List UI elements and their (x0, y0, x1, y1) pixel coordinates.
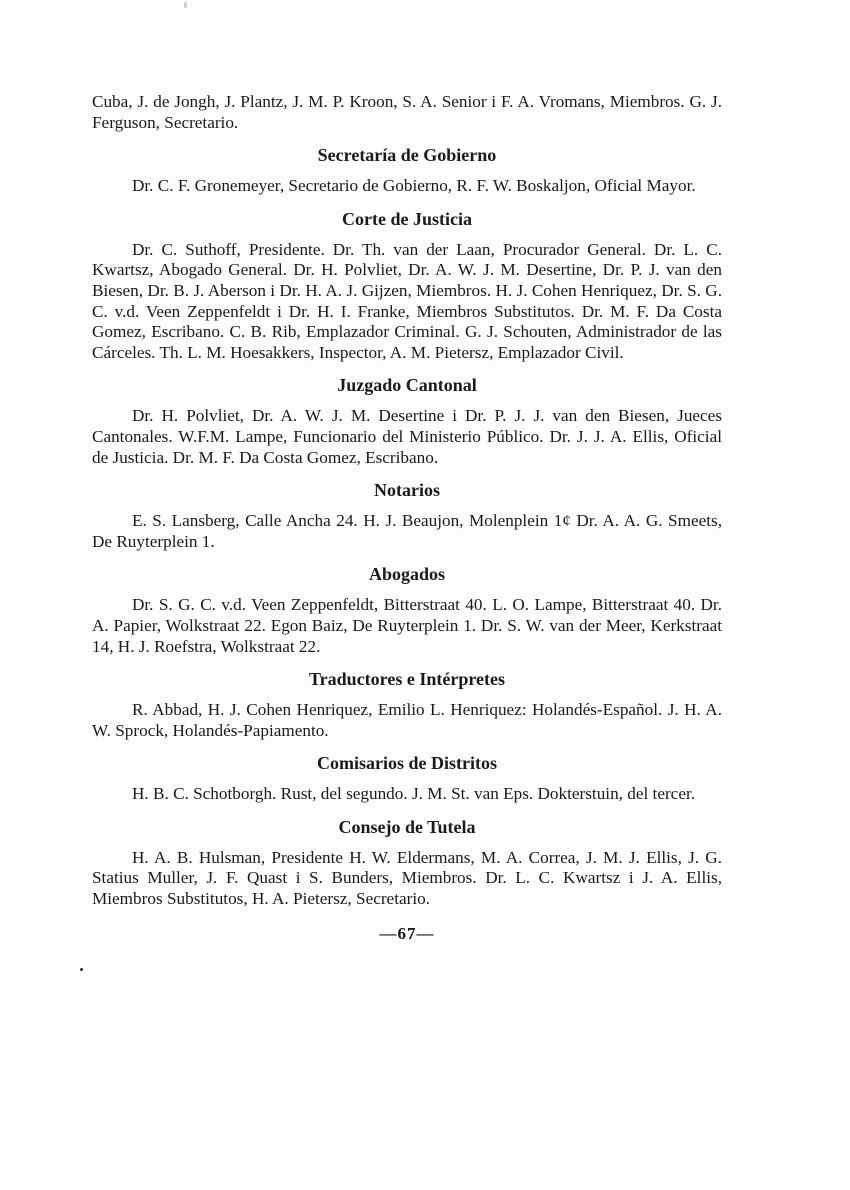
heading-consejo-de-tutela: Consejo de Tutela (338, 816, 476, 837)
scan-speck (184, 2, 187, 8)
heading-comisarios-de-distritos: Comisarios de Distritos (317, 753, 497, 774)
heading-abogados: Abogados (368, 564, 446, 585)
scan-dot (80, 968, 83, 971)
intro-paragraph: Cuba, J. de Jongh, J. Plantz, J. M. P. Kroon, S. A. Senior i F. A. Vromans, Miembros. G. J. Ferguson, Secretario. (92, 92, 722, 132)
page-number: —67— (379, 923, 435, 943)
paragraph-notarios: E. S. Lansberg, Calle Ancha 24. H. J. Beaujon, Molenplein 1¢ Dr. A. A. G. Smeets, De Ruyterplein 1. (92, 511, 722, 551)
heading-notarios: Notarios (374, 480, 440, 501)
heading-secretaria-de-gobierno: Secretaría de Gobierno (317, 145, 497, 166)
paragraph-juzgado-cantonal: Dr. H. Polvliet, Dr. A. W. J. M. Desertine i Dr. P. J. J. van den Biesen, Jueces Cantonales. W.F.M. Lampe, Funcionario del Ministerio Público. Dr. J. J. A. Ellis, Oficial de Justicia. Dr. M. F. Da Costa Gomez, Escribano. (92, 406, 722, 467)
paragraph-consejo-de-tutela: H. A. B. Hulsman, Presidente H. W. Eldermans, M. A. Correa, J. M. J. Ellis, J. G. Statius Muller, J. F. Quast i S. Bunders, Miembros. Dr. L. C. Kwartsz i J. A. Ellis, Miembros Substitutos, H. A. Pietersz, Secretario. (92, 847, 722, 909)
paragraph-traductores-e-interpretes: R. Abbad, H. J. Cohen Henriquez, Emilio L. Henriquez: Holandés-Español. J. H. A. W. Sprock, Holandés-Papiamento. (92, 700, 722, 740)
heading-juzgado-cantonal: Juzgado Cantonal (337, 375, 477, 396)
heading-corte-de-justicia: Corte de Justicia (342, 208, 472, 229)
page-text (92, 92, 722, 944)
paragraph-corte-de-justicia: Dr. C. Suthoff, Presidente. Dr. Th. van der Laan, Procurador General. Dr. L. C. Kwartsz, Abogado General. Dr. H. Polvliet, Dr. A. W. J. M. Desertine, Dr. P. J. van den Biesen, Dr. B. J. Aberson i Dr. H. A. J. Gijzen, Miembros. H. J. Cohen Henriquez, Dr. S. G. C. v.d. Veen Zeppenfeldt i Dr. H. I. Franke, Miembros Substitutos. Dr. M. F. Da Costa Gomez, Escribano. C. B. Rib, Emplazador Criminal. G. J. Schouten, Administrador de las Cárceles. Th. L. M. Hoesakkers, Inspector, A. M. Pietersz, Emplazador Civil. (92, 239, 722, 362)
paragraph-comisarios-de-distritos: H. B. C. Schotborgh. Rust, del segundo. J. M. St. van Eps. Dokterstuin, del tercer. (132, 784, 696, 804)
paragraph-secretaria-de-gobierno: Dr. C. F. Gronemeyer, Secretario de Gobierno, R. F. W. Boskaljon, Oficial Mayor. (132, 176, 696, 196)
heading-traductores-e-interpretes: Traductores e Intérpretes (309, 669, 505, 690)
paragraph-abogados: Dr. S. G. C. v.d. Veen Zeppenfeldt, Bitterstraat 40. L. O. Lampe, Bitterstraat 40. Dr. A. Papier, Wolkstraat 22. Egon Baiz, De Ruyterplein 1. Dr. S. W. van der Meer, Kerkstraat 14, H. J. Roefstra, Wolkstraat 22. (92, 595, 722, 656)
